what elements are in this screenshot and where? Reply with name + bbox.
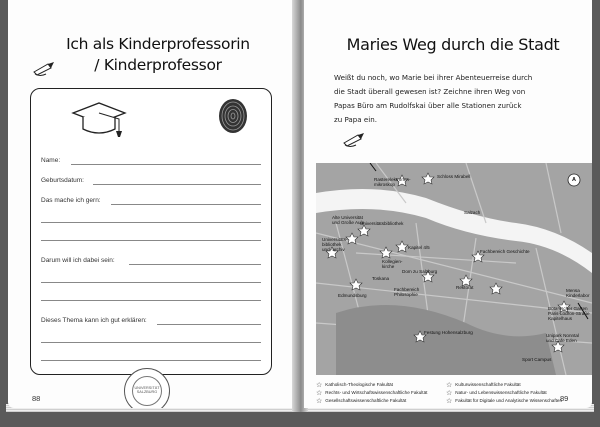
answer-line[interactable] bbox=[41, 342, 261, 343]
map-label: Dom zu Salzburg bbox=[402, 269, 438, 274]
legend-item: ☆ Gesellschaftswissenschaftliche Fakultät bbox=[316, 398, 407, 405]
map-label: Fachbereich Philosophie bbox=[394, 287, 420, 297]
answer-line[interactable] bbox=[129, 264, 261, 265]
map-label: Kollegien- kirche bbox=[382, 259, 403, 269]
map-label: Schloss Mirabell bbox=[437, 174, 471, 179]
legend-item: ☆ Rechts- und Wirtschaftswissenschaftliche Fakultät bbox=[316, 390, 428, 397]
map-label: Edmundsburg bbox=[338, 293, 367, 298]
answer-line[interactable] bbox=[71, 164, 261, 165]
answer-line[interactable] bbox=[41, 360, 261, 361]
graduation-cap-icon bbox=[69, 97, 129, 139]
intro-line: Papas Büro am Rudolfskai über alle Stationen zurück bbox=[334, 101, 522, 110]
field-label-hobbies: Das mache ich gern: bbox=[41, 197, 101, 204]
map-graphics bbox=[316, 163, 592, 375]
answer-line[interactable] bbox=[41, 282, 261, 283]
university-seal: UNIVERSITÄT SALZBURG bbox=[124, 368, 170, 408]
answer-line[interactable] bbox=[41, 300, 261, 301]
map-label: Festung Hohensalzburg bbox=[424, 330, 473, 335]
answer-line[interactable] bbox=[41, 222, 261, 223]
pencil-hand-icon bbox=[32, 60, 58, 78]
map-label: Universitätsbibliothek bbox=[360, 221, 404, 226]
field-label-name: Name: bbox=[41, 157, 61, 164]
left-title-line1: Ich als Kinderprofessorin bbox=[66, 35, 250, 53]
field-label-birthdate: Geburtsdatum: bbox=[41, 177, 84, 184]
fingerprint-icon bbox=[217, 97, 249, 135]
legend-item: ☆ Katholisch-Theologische Fakultät bbox=[316, 382, 393, 389]
field-label-topic: Dieses Thema kann ich gut erklären: bbox=[41, 317, 147, 324]
right-page bbox=[304, 0, 592, 408]
intro-line: Weißt du noch, wo Marie bei ihrer Abenteuerreise durch bbox=[334, 73, 533, 82]
legend-item: ☆ Kulturwissenschaftliche Fakultät bbox=[446, 382, 521, 389]
compass-label: A bbox=[572, 177, 576, 183]
map-label: Kapitel 4/5 bbox=[408, 245, 430, 250]
left-page bbox=[8, 0, 296, 408]
city-map[interactable] bbox=[316, 163, 592, 375]
map-label: Sport Campus bbox=[522, 357, 552, 362]
map-label: Mensa Kinderlabor bbox=[566, 288, 590, 298]
legend-item: ☆ Natur- und Lebenswissenschaftliche Fakultät bbox=[446, 390, 547, 397]
answer-line[interactable] bbox=[157, 324, 261, 325]
map-label: Botanischer Garten Paris-Lodron-Straße Kapitelhaus bbox=[548, 306, 590, 321]
map-label: Rektorat bbox=[456, 285, 474, 290]
answer-line[interactable] bbox=[111, 204, 261, 205]
pencil-hand-icon bbox=[342, 131, 368, 149]
left-title-line2: / Kinderprofessor bbox=[94, 56, 222, 74]
intro-line: die Stadt überall gewesen ist? Zeichne ihren Weg von bbox=[334, 87, 526, 96]
instructions-text bbox=[334, 71, 574, 127]
map-label: Alte Universität und Große Aula bbox=[332, 215, 365, 225]
profile-form bbox=[30, 88, 272, 375]
map-label: Unipark Nonntal und Cafe Eden bbox=[546, 333, 579, 343]
page-number-right: 89 bbox=[560, 394, 569, 403]
map-label: Rasterelektronen- mikroskop bbox=[374, 177, 411, 187]
map-label: Salzach bbox=[464, 210, 481, 215]
map-label: Fachbereich Geschichte bbox=[480, 249, 530, 254]
map-label: Universitäts- bibliothek und -archiv bbox=[322, 237, 348, 252]
legend-item: ☆ Fakultät für Digitale und Analytische Wissenschaften bbox=[446, 398, 563, 405]
field-label-motivation: Darum will ich dabei sein: bbox=[41, 257, 115, 264]
answer-line[interactable] bbox=[93, 184, 261, 185]
page-number-left: 88 bbox=[32, 394, 41, 403]
answer-line[interactable] bbox=[41, 240, 261, 241]
map-label: Toskana bbox=[372, 276, 390, 281]
right-title: Maries Weg durch die Stadt bbox=[346, 35, 560, 54]
intro-line: zu Papa ein. bbox=[334, 115, 377, 124]
